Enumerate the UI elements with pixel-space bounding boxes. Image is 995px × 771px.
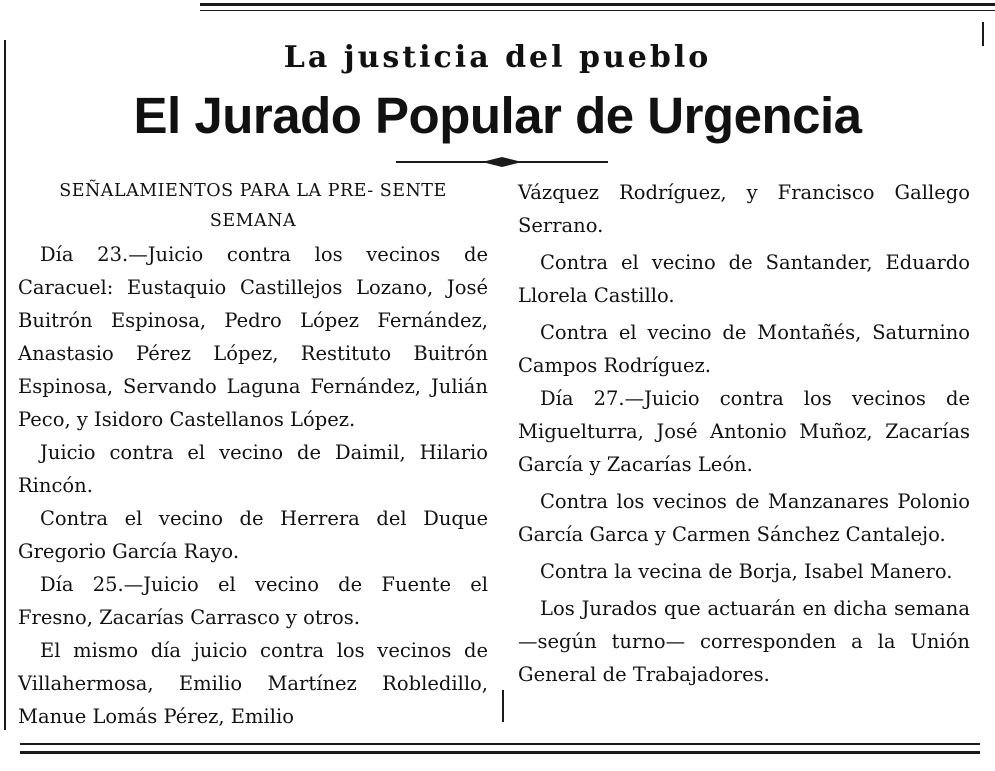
paragraph-jurados: Los Jurados que actuarán en dicha semana—según turno— corresponden a la Unión General de Trabajadores. bbox=[518, 597, 970, 686]
paragraph-montanes: Contra el vecino de Montañés, Saturnino Campos Rodríguez. bbox=[518, 321, 970, 377]
bottom-rule-thin bbox=[20, 743, 980, 745]
bottom-rule-thick bbox=[20, 751, 980, 754]
article-kicker: La justicia del pueblo bbox=[283, 40, 712, 75]
headline-ornament-divider bbox=[396, 156, 608, 168]
paragraph-dia-27: Día 27.—Juicio contra los vecinos de Miguelturra, José Antonio Muñoz, Zacarías García y Zacarías León. bbox=[518, 387, 970, 476]
article-headline: El Jurado Popular de Urgencia bbox=[133, 87, 862, 144]
paragraph-manzanares: Contra los vecinos de Manzanares Polonio García Garca y Carmen Sánchez Cantalejo. bbox=[518, 490, 970, 546]
paragraph-santander: Contra el vecino de Santander, Eduardo Llorela Castillo. bbox=[518, 251, 970, 307]
paragraph-daimil: Juicio contra el vecino de Daimil, Hilario Rincón. bbox=[18, 441, 488, 497]
right-column bbox=[518, 176, 970, 691]
paragraph-herrera: Contra el vecino de Herrera del Duque Gregorio García Rayo. bbox=[18, 507, 488, 563]
column-divider bbox=[502, 690, 504, 722]
paragraph-dia-23: Día 23.—Juicio contra los vecinos de Caracuel: Eustaquio Castillejos Lozano, José Buitrón Espinosa, Pedro López Fernández, Anastasio Pérez López, Restituto Buitrón Espinosa, Servando Laguna Fernández, Julián Peco, y Isidoro Castellanos López. bbox=[18, 243, 488, 431]
top-rule-thin bbox=[200, 10, 995, 11]
left-column bbox=[18, 176, 488, 733]
paragraph-continuation: Vázquez Rodríguez, y Francisco Gallego Serrano. bbox=[518, 181, 970, 237]
paragraph-borja: Contra la vecina de Borja, Isabel Manero. bbox=[540, 560, 953, 583]
section-heading: SEÑALAMIENTOS PARA LA PRE- SENTE SEMANA bbox=[59, 181, 447, 231]
paragraph-villahermosa: El mismo día juicio contra los vecinos de Villahermosa, Emilio Martínez Robledillo, Manue Lomás Pérez, Emilio bbox=[18, 639, 488, 728]
top-rule-thick bbox=[200, 3, 995, 6]
paragraph-dia-25: Día 25.—Juicio el vecino de Fuente el Fresno, Zacarías Carrasco y otros. bbox=[18, 573, 488, 629]
